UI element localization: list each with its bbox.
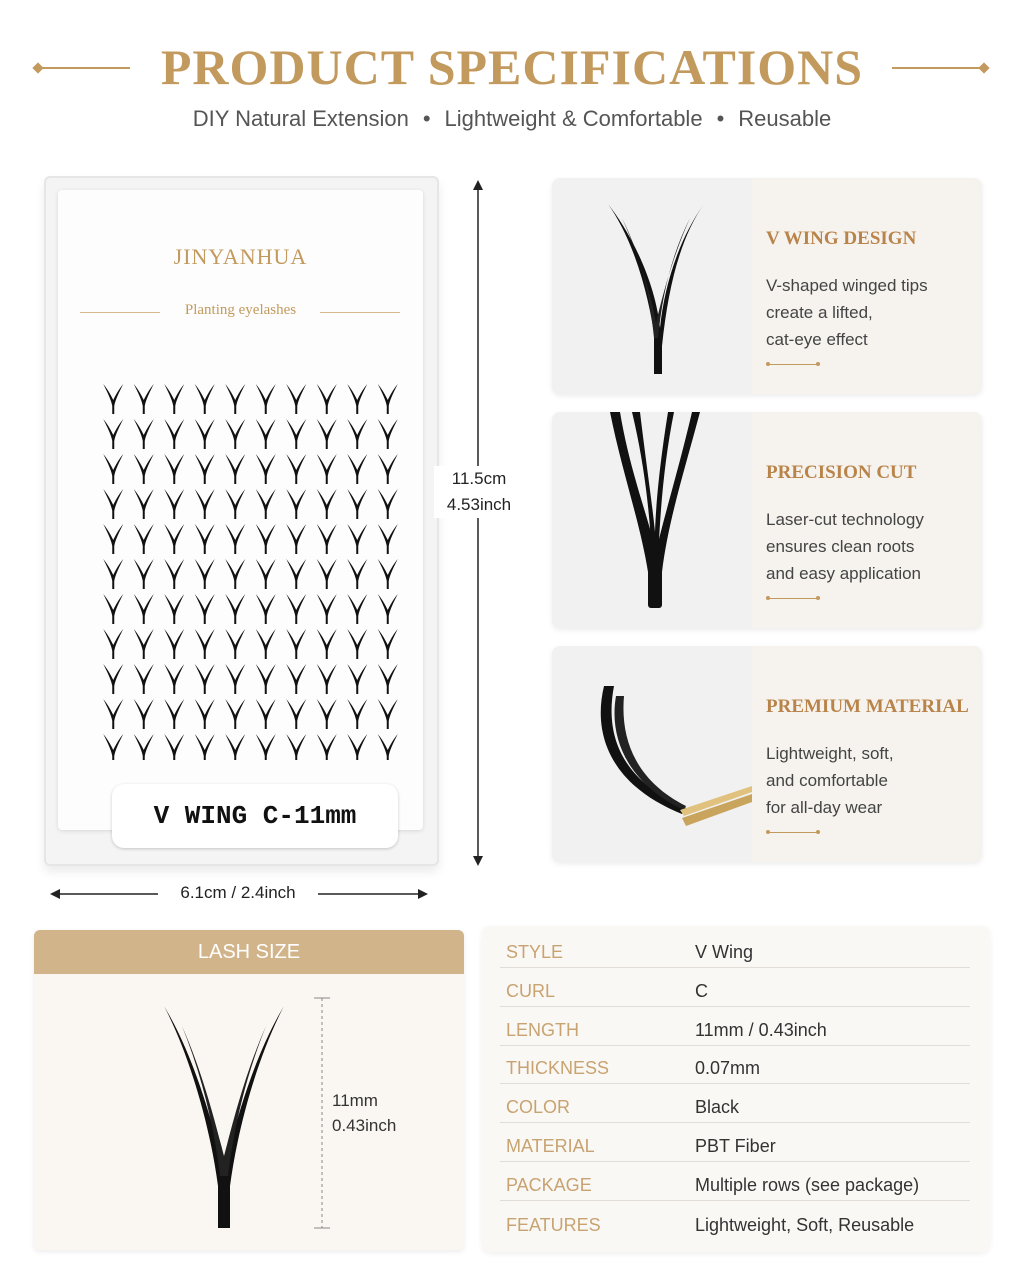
lash-cluster — [256, 734, 276, 760]
spec-value: 0.07mm — [695, 1058, 761, 1078]
lash-cluster — [225, 489, 245, 519]
spec-key: FEATURES — [506, 1215, 601, 1235]
lash-cluster — [103, 384, 123, 414]
table-row — [500, 1008, 970, 1046]
lash-cluster — [256, 594, 276, 624]
feature-image — [552, 178, 752, 394]
feature-card-premium-material — [552, 646, 982, 862]
lash-cluster — [195, 699, 215, 729]
lash-cluster — [256, 454, 276, 484]
lash-cluster — [195, 664, 215, 694]
lash-cluster — [134, 489, 154, 519]
lash-cluster — [317, 594, 337, 624]
lash-cluster — [225, 699, 245, 729]
lash-cluster — [103, 664, 123, 694]
lash-cluster — [347, 699, 367, 729]
lash-cluster — [317, 419, 337, 449]
lash-cluster — [378, 384, 398, 414]
lash-size-header: LASH SIZE — [34, 930, 464, 974]
brand-name: JINYANHUA — [173, 244, 308, 269]
spec-key: CURL — [506, 981, 556, 1001]
lash-cluster — [164, 524, 184, 554]
feature-line: and easy application — [766, 564, 922, 583]
lash-cluster — [134, 454, 154, 484]
lash-cluster — [103, 734, 123, 760]
feature-rule — [766, 598, 820, 599]
lash-cluster — [286, 699, 306, 729]
lash-cluster — [225, 454, 245, 484]
feature-line: ensures clean roots — [766, 537, 915, 556]
lash-cluster — [347, 559, 367, 589]
lash-root-icon — [552, 412, 752, 628]
table-row — [500, 930, 970, 968]
spec-key: COLOR — [506, 1097, 571, 1117]
lash-cluster — [286, 734, 306, 760]
lash-cluster — [286, 559, 306, 589]
subtitle-separator: • — [422, 106, 431, 131]
spec-key: MATERIAL — [506, 1136, 595, 1156]
lash-cluster — [134, 629, 154, 659]
feature-title: PREMIUM MATERIAL — [766, 696, 969, 717]
lash-cluster — [164, 629, 184, 659]
lash-cluster — [286, 629, 306, 659]
height-inch: 4.53inch — [446, 495, 512, 514]
lash-cluster — [134, 419, 154, 449]
feature-line: cat-eye effect — [766, 330, 868, 349]
lash-cluster — [256, 489, 276, 519]
lash-size-card — [34, 930, 464, 1250]
lash-cluster — [103, 524, 123, 554]
lash-cluster — [347, 734, 367, 760]
feature-line: V-shaped winged tips — [766, 276, 928, 295]
lash-cluster — [286, 664, 306, 694]
lash-cluster — [195, 454, 215, 484]
table-row — [500, 969, 970, 1007]
width-label: 6.1cm / 2.4inch — [158, 883, 318, 903]
lash-cluster — [134, 734, 154, 760]
lash-cluster — [347, 384, 367, 414]
lash-cluster — [225, 384, 245, 414]
lash-cluster — [378, 489, 398, 519]
lash-cluster — [164, 489, 184, 519]
table-row — [500, 1163, 970, 1201]
lash-cluster — [225, 664, 245, 694]
lash-cluster — [286, 454, 306, 484]
subtitle-item: Reusable — [738, 106, 832, 131]
spec-value: Lightweight, Soft, Reusable — [695, 1215, 915, 1235]
lash-cluster — [103, 594, 123, 624]
lash-cluster — [164, 384, 184, 414]
lash-cluster — [134, 664, 154, 694]
lash-cluster — [225, 629, 245, 659]
lash-cluster — [256, 699, 276, 729]
feature-desc — [766, 272, 971, 353]
feature-line: Laser-cut technology — [766, 510, 924, 529]
lash-cluster — [317, 664, 337, 694]
lash-cluster — [134, 594, 154, 624]
lash-cluster — [286, 384, 306, 414]
lash-cluster — [378, 454, 398, 484]
lash-cluster — [225, 524, 245, 554]
lash-cluster — [195, 594, 215, 624]
subtitle — [0, 106, 1024, 132]
feature-rule — [766, 364, 820, 365]
spec-key: STYLE — [506, 942, 564, 962]
v-wing-lash-icon — [154, 996, 294, 1236]
feature-desc — [766, 506, 971, 587]
lash-cluster — [378, 664, 398, 694]
lash-cluster — [195, 559, 215, 589]
lash-cluster — [286, 524, 306, 554]
lash-size-value — [332, 1088, 396, 1138]
feature-title: PRECISION CUT — [766, 462, 917, 483]
lash-cluster — [378, 629, 398, 659]
lash-cluster — [225, 419, 245, 449]
spec-value: V Wing — [695, 942, 754, 962]
lash-cluster — [195, 419, 215, 449]
lash-cluster — [286, 419, 306, 449]
page-title: PRODUCT SPECIFICATIONS — [160, 39, 864, 95]
lash-cluster — [378, 524, 398, 554]
spec-value: Multiple rows (see package) — [695, 1175, 920, 1195]
spec-key: THICKNESS — [506, 1058, 610, 1078]
height-arrow-icon — [468, 180, 488, 866]
lash-cluster — [103, 699, 123, 729]
size-measure-line — [312, 994, 332, 1232]
lash-cluster — [103, 489, 123, 519]
lash-cluster — [317, 489, 337, 519]
lash-cluster — [195, 524, 215, 554]
lash-cluster — [317, 559, 337, 589]
lash-cluster — [286, 489, 306, 519]
height-cm: 11.5cm — [451, 469, 507, 488]
spec-value: 11mm / 0.43inch — [695, 1020, 827, 1040]
feature-rule — [766, 832, 820, 833]
height-label — [434, 466, 524, 518]
lash-cluster — [317, 699, 337, 729]
tweezer-lash-icon — [552, 646, 752, 862]
lash-cluster — [195, 489, 215, 519]
feature-card-v-wing — [552, 178, 982, 394]
lash-cluster — [164, 419, 184, 449]
lash-cluster — [378, 419, 398, 449]
subtitle-item: DIY Natural Extension — [192, 106, 409, 131]
lash-cluster — [256, 524, 276, 554]
lash-cluster — [317, 734, 337, 760]
lash-cluster — [347, 664, 367, 694]
size-mm: 11mm — [332, 1091, 378, 1110]
feature-line: and comfortable — [766, 771, 888, 790]
package-label: V WING C-11mm — [112, 784, 398, 848]
lash-cluster — [134, 559, 154, 589]
subtitle-separator: • — [716, 106, 725, 131]
lash-cluster — [103, 454, 123, 484]
lash-cluster — [195, 734, 215, 760]
table-row — [500, 1203, 970, 1241]
table-row — [500, 1085, 970, 1123]
lash-cluster — [256, 384, 276, 414]
lash-cluster — [347, 524, 367, 554]
spec-key: PACKAGE — [506, 1175, 592, 1195]
lash-cluster — [164, 734, 184, 760]
lash-cluster — [195, 629, 215, 659]
lash-cluster — [378, 594, 398, 624]
table-row — [500, 1124, 970, 1162]
lash-cluster — [134, 524, 154, 554]
spec-key: LENGTH — [506, 1020, 580, 1040]
lash-cluster — [347, 629, 367, 659]
lash-cluster — [347, 594, 367, 624]
feature-line: for all-day wear — [766, 798, 883, 817]
lash-cluster — [225, 559, 245, 589]
feature-card-precision-cut — [552, 412, 982, 628]
size-inch: 0.43inch — [332, 1116, 397, 1135]
lash-cluster — [317, 454, 337, 484]
brand-subtitle: Planting eyelashes — [184, 302, 297, 318]
lash-cluster — [103, 629, 123, 659]
lash-cluster — [134, 384, 154, 414]
spec-value: C — [695, 981, 708, 1001]
feature-title: V WING DESIGN — [766, 228, 917, 249]
feature-image — [552, 646, 752, 862]
lash-cluster — [286, 594, 306, 624]
table-row — [500, 1046, 970, 1084]
spec-value: Black — [695, 1097, 740, 1117]
lash-cluster — [164, 664, 184, 694]
lash-cluster — [103, 559, 123, 589]
lash-cluster — [378, 559, 398, 589]
lash-cluster — [225, 734, 245, 760]
lash-cluster — [347, 489, 367, 519]
feature-line: create a lifted, — [766, 303, 873, 322]
lash-cluster — [256, 559, 276, 589]
lash-cluster — [195, 384, 215, 414]
lash-cluster — [378, 734, 398, 760]
spec-table — [482, 926, 990, 1252]
spec-value: PBT Fiber — [695, 1136, 776, 1156]
lash-cluster — [225, 594, 245, 624]
lash-cluster-grid — [98, 380, 403, 760]
feature-line: Lightweight, soft, — [766, 744, 894, 763]
lash-cluster — [256, 419, 276, 449]
lash-cluster — [317, 629, 337, 659]
subtitle-item: Lightweight & Comfortable — [444, 106, 703, 131]
lash-cluster — [347, 419, 367, 449]
lash-cluster — [164, 594, 184, 624]
feature-desc — [766, 740, 971, 821]
lash-cluster — [103, 419, 123, 449]
lash-cluster — [164, 559, 184, 589]
package-insert — [58, 190, 423, 830]
v-wing-lash-icon — [552, 178, 752, 394]
lash-cluster — [256, 629, 276, 659]
lash-cluster — [256, 664, 276, 694]
feature-image — [552, 412, 752, 628]
lash-cluster — [317, 524, 337, 554]
lash-cluster — [378, 699, 398, 729]
lash-cluster — [164, 699, 184, 729]
lash-cluster — [134, 699, 154, 729]
lash-cluster — [317, 384, 337, 414]
lash-cluster — [347, 454, 367, 484]
lash-cluster — [164, 454, 184, 484]
lash-package — [44, 176, 439, 866]
